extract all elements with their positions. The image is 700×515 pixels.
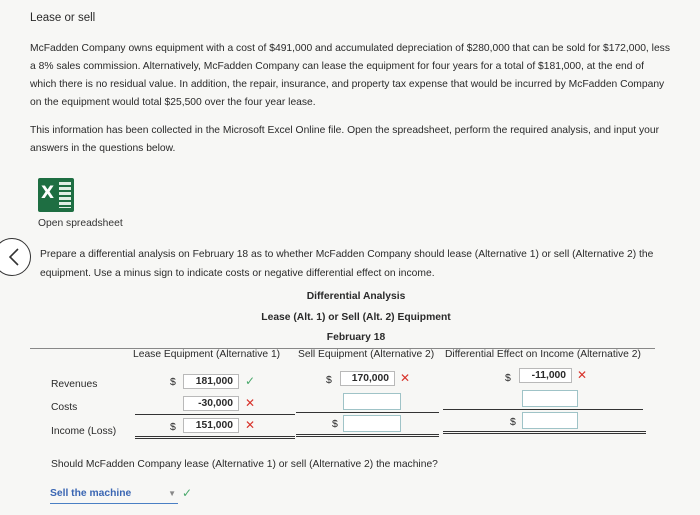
back-chevron-icon [9, 248, 19, 266]
subtotal-rule-sell [296, 412, 439, 413]
decision-dropdown[interactable] [50, 488, 178, 504]
analysis-instructions: Prepare a differential analysis on February 18 as to whether McFadden Company should lease (Alternative 1) or sell (Alternative 2) the equipment. Use a minus sign to indicate costs or negative differential effect on income. [40, 249, 654, 279]
currency-symbol: $ [170, 421, 176, 433]
x-icon: ✕ [245, 418, 256, 432]
spreadsheet-instructions: This information has been collected in the Microsoft Excel Online file. Open the spreadsheet, perform the required analysis, and input your answers in the questions below. [30, 125, 660, 154]
currency-symbol: $ [170, 376, 176, 388]
revenues-differential-input[interactable]: -11,000 [519, 368, 572, 383]
currency-symbol: $ [326, 374, 332, 386]
x-icon: ✕ [400, 371, 411, 385]
excel-x-glyph: X [41, 183, 55, 203]
row-label-income: Income (Loss) [51, 426, 117, 437]
open-spreadsheet-link[interactable]: Open spreadsheet [38, 218, 123, 229]
revenues-sell-input[interactable]: 170,000 [340, 371, 395, 386]
dropdown-caret-icon: ▼ [168, 489, 176, 498]
decision-question: Should McFadden Company lease (Alternative 1) or sell (Alternative 2) the machine? [51, 459, 438, 470]
col-header-differential: Differential Effect on Income (Alternative 2) [445, 349, 641, 360]
excel-icon[interactable] [38, 178, 74, 212]
currency-symbol: $ [332, 418, 338, 430]
costs-differential-input[interactable] [522, 390, 578, 407]
subtotal-rule-differential [443, 409, 643, 410]
total-rule-sell [296, 434, 439, 437]
excel-grid-glyph [59, 182, 71, 208]
table-subtitle: Lease (Alt. 1) or Sell (Alt. 2) Equipment [261, 312, 451, 323]
row-label-costs: Costs [51, 402, 78, 413]
revenues-lease-input[interactable]: 181,000 [183, 374, 239, 389]
total-rule-differential [443, 431, 646, 434]
x-icon: ✕ [245, 396, 256, 410]
problem-description: McFadden Company owns equipment with a cost of $491,000 and accumulated depreciation of $280,000 that can be sold for $172,000, less a 8% sales commission. Alternatively, McFadden Company can lease the equipment for four years for a total of $181,000, at the end of which there is no residual value. In addition, the repair, insurance, and property tax expense that would be incurred by McFadden Company on the equipment would total $25,500 over the four year lease. [30, 43, 670, 108]
total-rule-lease [135, 436, 295, 439]
page-title: Lease or sell [30, 12, 96, 24]
income-lease-input[interactable]: 151,000 [183, 418, 239, 433]
currency-symbol: $ [505, 372, 511, 384]
table-date: February 18 [326, 332, 386, 343]
back-button[interactable] [0, 238, 31, 276]
subtotal-rule-lease [135, 414, 295, 415]
costs-lease-input[interactable]: -30,000 [183, 396, 239, 411]
check-icon: ✓ [245, 374, 256, 388]
col-header-sell: Sell Equipment (Alternative 2) [298, 349, 435, 360]
income-differential-input[interactable] [522, 412, 578, 429]
col-header-lease: Lease Equipment (Alternative 1) [133, 349, 281, 360]
costs-sell-input[interactable] [343, 393, 401, 410]
income-sell-input[interactable] [343, 415, 401, 432]
currency-symbol: $ [510, 416, 516, 428]
table-title: Differential Analysis [306, 291, 406, 302]
check-icon: ✓ [182, 486, 193, 500]
row-label-revenues: Revenues [51, 379, 98, 390]
x-icon: ✕ [577, 368, 588, 382]
decision-dropdown-value: Sell the machine [50, 488, 132, 499]
